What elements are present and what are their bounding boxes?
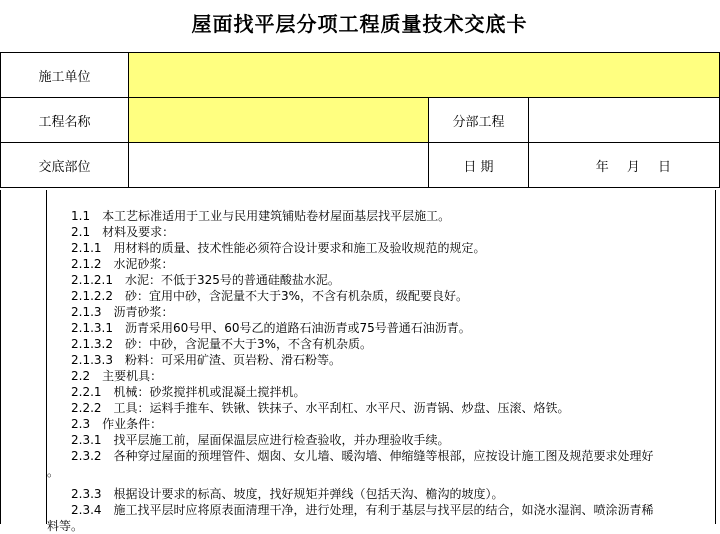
content-line: 2.2 主要机具： — [47, 369, 163, 383]
content-line: 。 — [47, 465, 60, 479]
content-line: 2.2.1 机械：砂浆搅拌机或混凝土搅拌机。 — [47, 385, 306, 399]
project-label: 工程名称 — [1, 98, 129, 143]
location-label: 交底部位 — [1, 143, 129, 188]
content-line: 2.1.3 沥青砂浆： — [47, 305, 174, 319]
content-line: 2.3.1 找平层施工前，屋面保温层应进行检查验收，并办理验收手续。 — [47, 433, 450, 447]
content-box — [46, 190, 716, 533]
content-line: 料等。 — [47, 519, 84, 533]
project-field[interactable] — [129, 98, 429, 143]
document-title: 屋面找平层分项工程质量技术交底卡 — [191, 12, 528, 36]
content-line: 2.1 材料及要求： — [47, 225, 175, 239]
sub-project-field[interactable] — [529, 98, 720, 143]
content-line: 2.3.3 根据设计要求的标高、坡度，找好规矩并弹线（包括天沟、檐沟的坡度）。 — [47, 487, 504, 501]
unit-field[interactable] — [129, 53, 720, 98]
date-field[interactable]: 年 月 日 — [529, 143, 720, 188]
content-line: 2.1.3.2 砂：中砂，含泥量不大于3%，不含有机杂质。 — [47, 337, 373, 351]
content-line: 2.3 作业条件： — [47, 417, 163, 431]
content-line: 2.3.2 各种穿过屋面的预埋管件、烟囱、女儿墙、暖沟墙、伸缩缝等根部，应按设计施工图及规范要求处理好 — [47, 449, 654, 463]
content-line: 1.1 本工艺标准适用于工业与民用建筑铺贴卷材屋面基层找平层施工。 — [47, 209, 451, 223]
content-left-margin — [0, 190, 47, 524]
date-label: 日 期 — [429, 143, 529, 188]
content-line: 2.3.4 施工找平层时应将原表面清理干净，进行处理，有利于基层与找平层的结合，如浇水湿润、喷涂沥青稀 — [47, 503, 654, 517]
form-row-project — [1, 98, 720, 143]
form-row-location — [1, 143, 720, 188]
header-form-table — [0, 52, 720, 188]
content-line: 2.1.2 水泥砂浆： — [47, 257, 174, 271]
location-field[interactable] — [129, 143, 429, 188]
sub-project-label: 分部工程 — [429, 98, 529, 143]
content-line: 2.2.2 工具：运料手推车、铁锹、铁抹子、水平刮杠、水平尺、沥青锅、炒盘、压滚、烙铁。 — [47, 401, 570, 415]
content-line: 2.1.1 用材料的质量、技术性能必须符合设计要求和施工及验收规范的规定。 — [47, 241, 486, 255]
content-line: 2.1.3.3 粉料：可采用矿渣、页岩粉、滑石粉等。 — [47, 353, 341, 367]
form-row-unit — [1, 53, 720, 98]
content-line: 2.1.3.1 沥青采用60号甲、60号乙的道路石油沥青或75号普通石油沥青。 — [47, 321, 471, 335]
content-line: 2.1.2.2 砂：宜用中砂，含泥量不大于3%，不含有机杂质，级配要良好。 — [47, 289, 469, 303]
unit-label: 施工单位 — [1, 53, 129, 98]
content-lines — [47, 208, 715, 534]
content-line: 2.1.2.1 水泥：不低于325号的普通硅酸盐水泥。 — [47, 273, 340, 287]
